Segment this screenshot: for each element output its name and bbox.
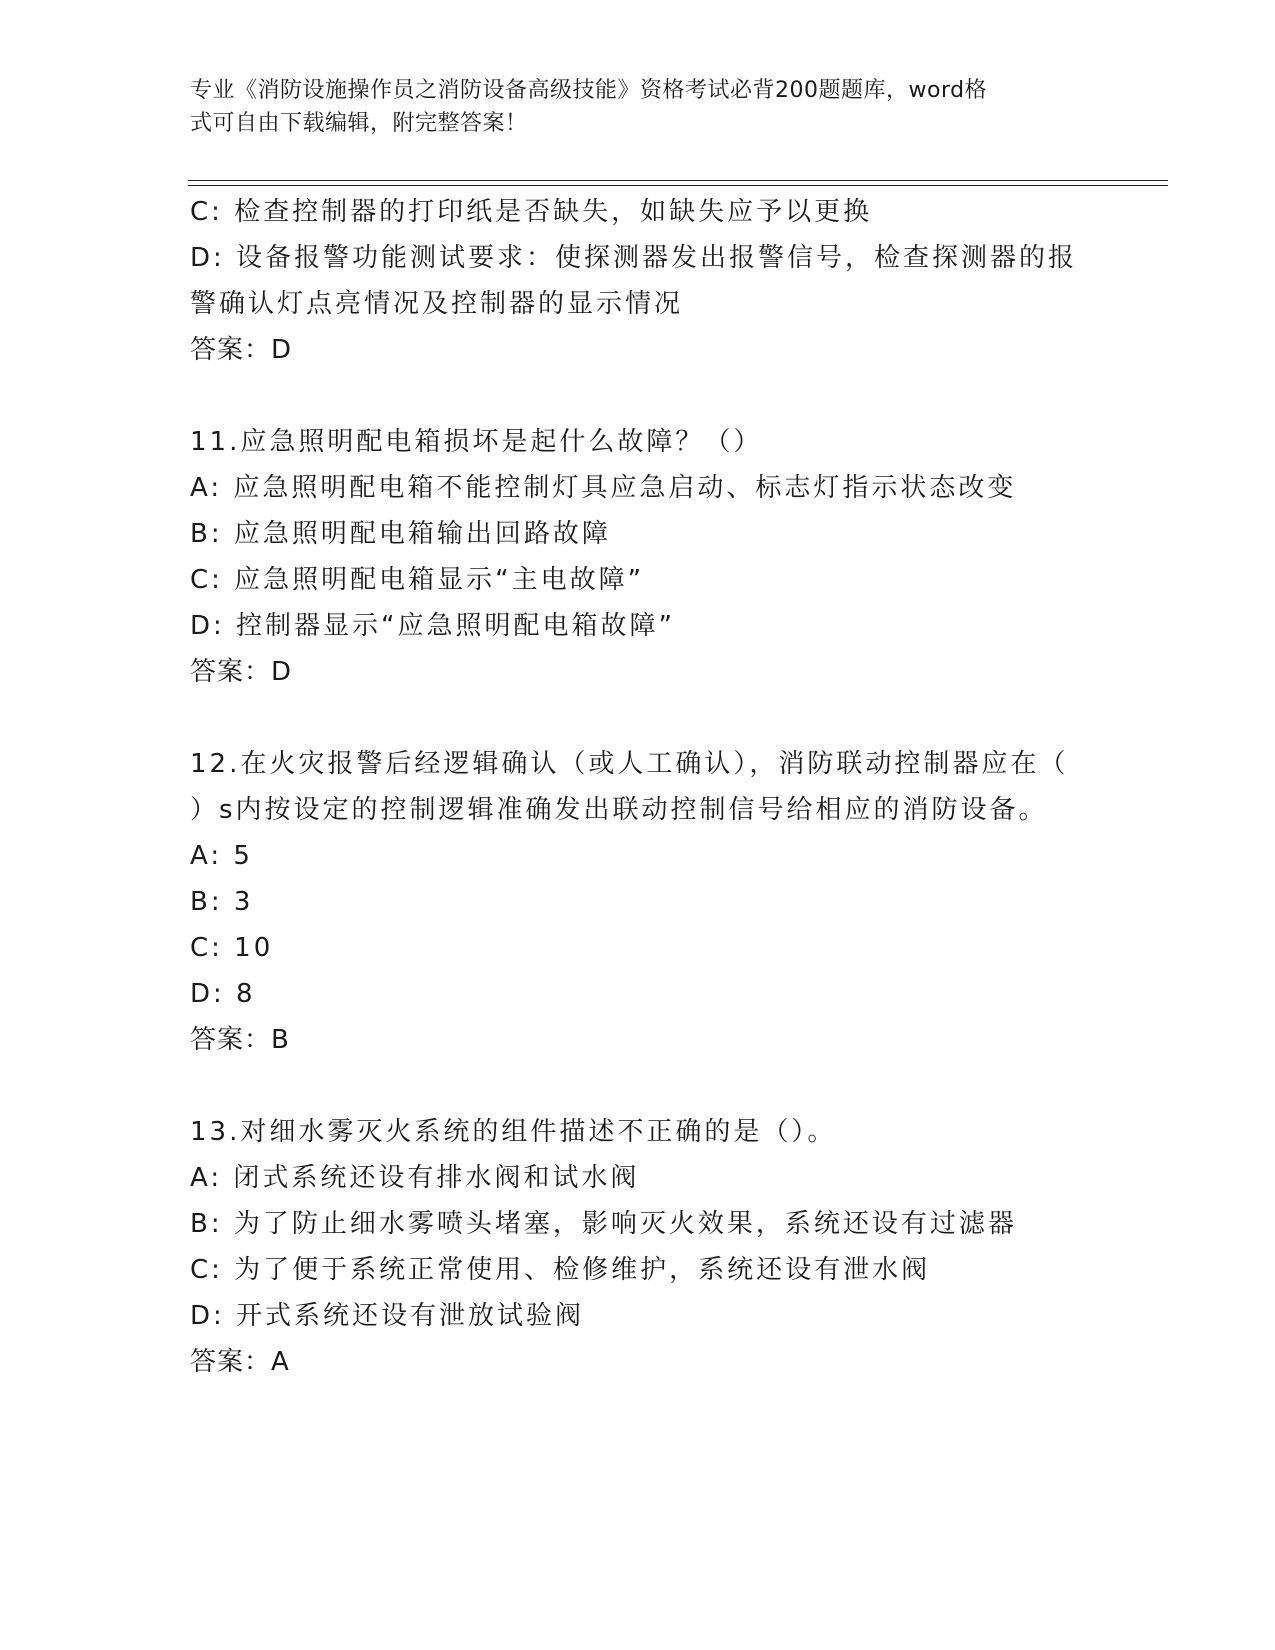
- option-b: B: 应急照明配电箱输出回路故障: [190, 519, 611, 549]
- option-c: C: 检查控制器的打印纸是否缺失，如缺失应予以更换: [190, 197, 873, 227]
- option-d: D: 设备报警功能测试要求：使探测器发出报警信号，检查探测器的报: [190, 243, 1078, 273]
- option-b: B: 3: [190, 887, 254, 917]
- header-line-2: 式可自由下载编辑，附完整答案！: [190, 111, 528, 136]
- option-d-continued: 警确认灯点亮情况及控制器的显示情况: [190, 289, 684, 319]
- option-a: A: 应急照明配电箱不能控制灯具应急启动、标志灯指示状态改变: [190, 473, 1017, 503]
- option-c: C: 10: [190, 933, 274, 963]
- question-block-10: [190, 189, 1090, 373]
- answer-label: 答案：D: [190, 335, 293, 365]
- answer-label: 答案：D: [190, 657, 293, 687]
- option-c: C: 为了便于系统正常使用、检修维护，系统还设有泄水阀: [190, 1255, 931, 1285]
- document-header: [190, 74, 1090, 140]
- question-block-12: [190, 741, 1090, 1063]
- header-rule-top: [188, 180, 1168, 181]
- spacer: [190, 1063, 1090, 1109]
- question-block-13: [190, 1109, 1090, 1385]
- option-c: C: 应急照明配电箱显示“主电故障”: [190, 565, 645, 595]
- option-d: D: 控制器显示“应急照明配电箱故障”: [190, 611, 675, 641]
- question-stem: 11.应急照明配电箱损坏是起什么故障？（）: [190, 427, 763, 457]
- header-line-1: 专业《消防设施操作员之消防设备高级技能》资格考试必背200题题库，word格: [190, 78, 988, 103]
- question-stem: 13.对细水雾灭火系统的组件描述不正确的是（）。: [190, 1117, 837, 1147]
- option-d: D: 开式系统还设有泄放试验阀: [190, 1301, 585, 1331]
- answer-label: 答案：A: [190, 1347, 290, 1377]
- option-a: A: 5: [190, 841, 253, 871]
- question-list: [190, 189, 1090, 1385]
- question-stem-continued: ）s内按设定的控制逻辑准确发出联动控制信号给相应的消防设备。: [190, 795, 1048, 825]
- option-a: A: 闭式系统还设有排水阀和试水阀: [190, 1163, 640, 1193]
- header-rule-bottom: [188, 185, 1168, 186]
- option-b: B: 为了防止细水雾喷头堵塞，影响灭火效果，系统还设有过滤器: [190, 1209, 1017, 1239]
- question-block-11: [190, 419, 1090, 695]
- option-d: D: 8: [190, 979, 256, 1009]
- answer-label: 答案：B: [190, 1025, 290, 1055]
- spacer: [190, 373, 1090, 419]
- question-stem: 12.在火灾报警后经逻辑确认（或人工确认），消防联动控制器应在（: [190, 749, 1069, 779]
- spacer: [190, 695, 1090, 741]
